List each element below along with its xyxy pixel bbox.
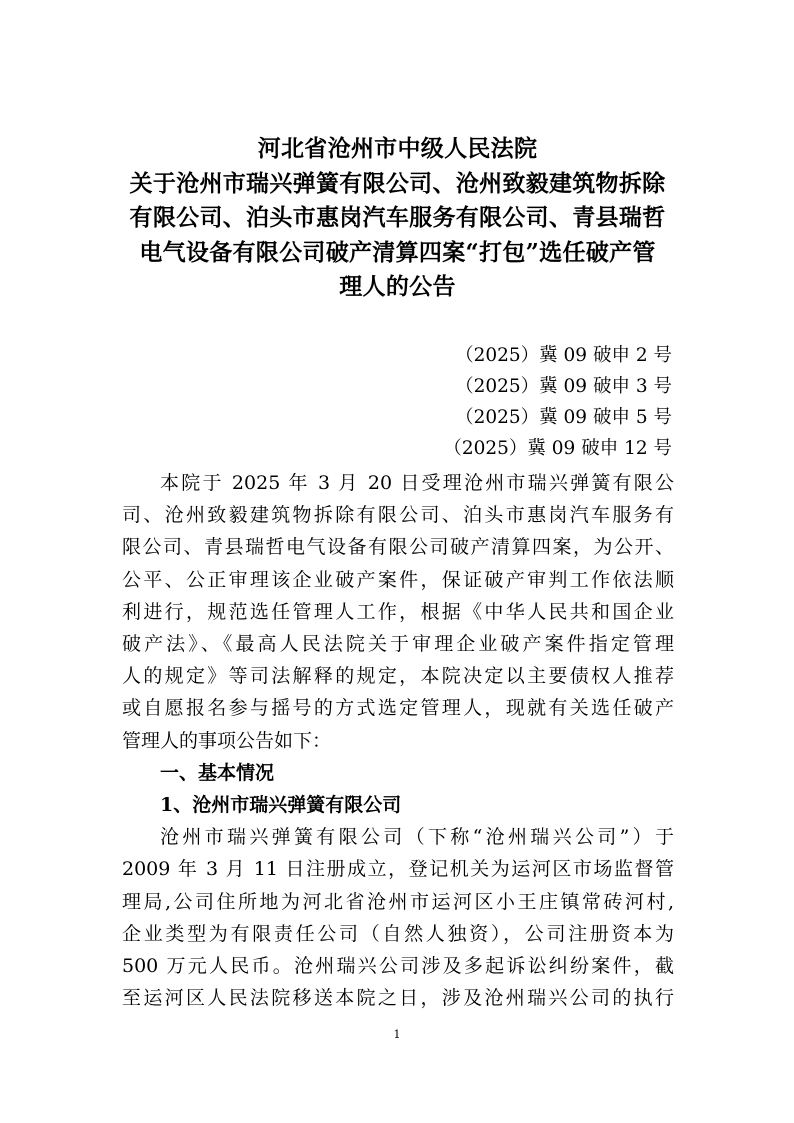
case-number: （2025）冀 09 破申 2 号 [455, 345, 672, 366]
intro-paragraph-line: 管理人的事项公告如下： [122, 729, 332, 752]
title-line: 理人的公告 [339, 273, 456, 300]
title-line: 河北省沧州市中级人民法院 [257, 135, 538, 162]
announcement-title [120, 132, 675, 305]
company-paragraph-line: 理局,公司住所地为河北省沧州市运河区小王庄镇常砖河村, [122, 890, 674, 913]
company-paragraph-line: 至运河区人民法院移送本院之日，涉及沧州瑞兴公司的执行 [122, 987, 674, 1010]
case-number-list [443, 340, 672, 464]
subsection-heading: 1、沧州市瑞兴弹簧有限公司 [160, 794, 402, 817]
intro-paragraph-line: 公平、公正审理该企业破产案件，保证破产审判工作依法顺 [122, 568, 674, 591]
title-line: 电气设备有限公司破产清算四案“打包”选任破产管 [139, 238, 656, 266]
intro-paragraph-line: 或自愿报名参与摇号的方式选定管理人，现就有关选任破产 [122, 697, 674, 720]
intro-paragraph-line: 本院于 2025 年 3 月 20 日受理沧州市瑞兴弹簧有限公 [160, 472, 674, 494]
case-number: （2025）冀 09 破申 3 号 [455, 376, 672, 397]
section-heading: 一、基本情况 [160, 761, 275, 784]
company-paragraph-line: 沧州市瑞兴弹簧有限公司（下称“沧州瑞兴公司”）于 [160, 826, 674, 849]
intro-paragraph-line: 司、沧州致毅建筑物拆除有限公司、泊头市惠岗汽车服务有 [122, 504, 674, 527]
company-paragraph-line: 2009 年 3 月 11 日注册成立，登记机关为运河区市场监督管 [122, 858, 674, 881]
intro-paragraph-line: 人的规定》等司法解释的规定，本院决定以主要债权人推荐 [122, 665, 674, 688]
title-line: 有限公司、泊头市惠岗汽车服务有限公司、青县瑞哲 [129, 204, 666, 231]
intro-paragraph-line: 限公司、青县瑞哲电气设备有限公司破产清算四案，为公开、 [122, 536, 674, 559]
case-number: （2025）冀 09 破申 5 号 [455, 407, 672, 428]
intro-paragraph-line: 利进行，规范选任管理人工作，根据《中华人民共和国企业 [122, 600, 674, 623]
announcement-body [122, 467, 674, 1014]
intro-paragraph-line: 破产法》、《最高人民法院关于审理企业破产案件指定管理 [122, 633, 674, 656]
title-line: 关于沧州市瑞兴弹簧有限公司、沧州致毅建筑物拆除 [129, 169, 666, 197]
case-number: （2025）冀 09 破申 12 号 [443, 438, 672, 459]
page-number: 1 [393, 1028, 401, 1041]
company-paragraph-line: 企业类型为有限责任公司（自然人独资），公司注册资本为 [122, 922, 674, 945]
company-paragraph-line: 500 万元人民币。沧州瑞兴公司涉及多起诉讼纠纷案件，截 [122, 955, 674, 978]
